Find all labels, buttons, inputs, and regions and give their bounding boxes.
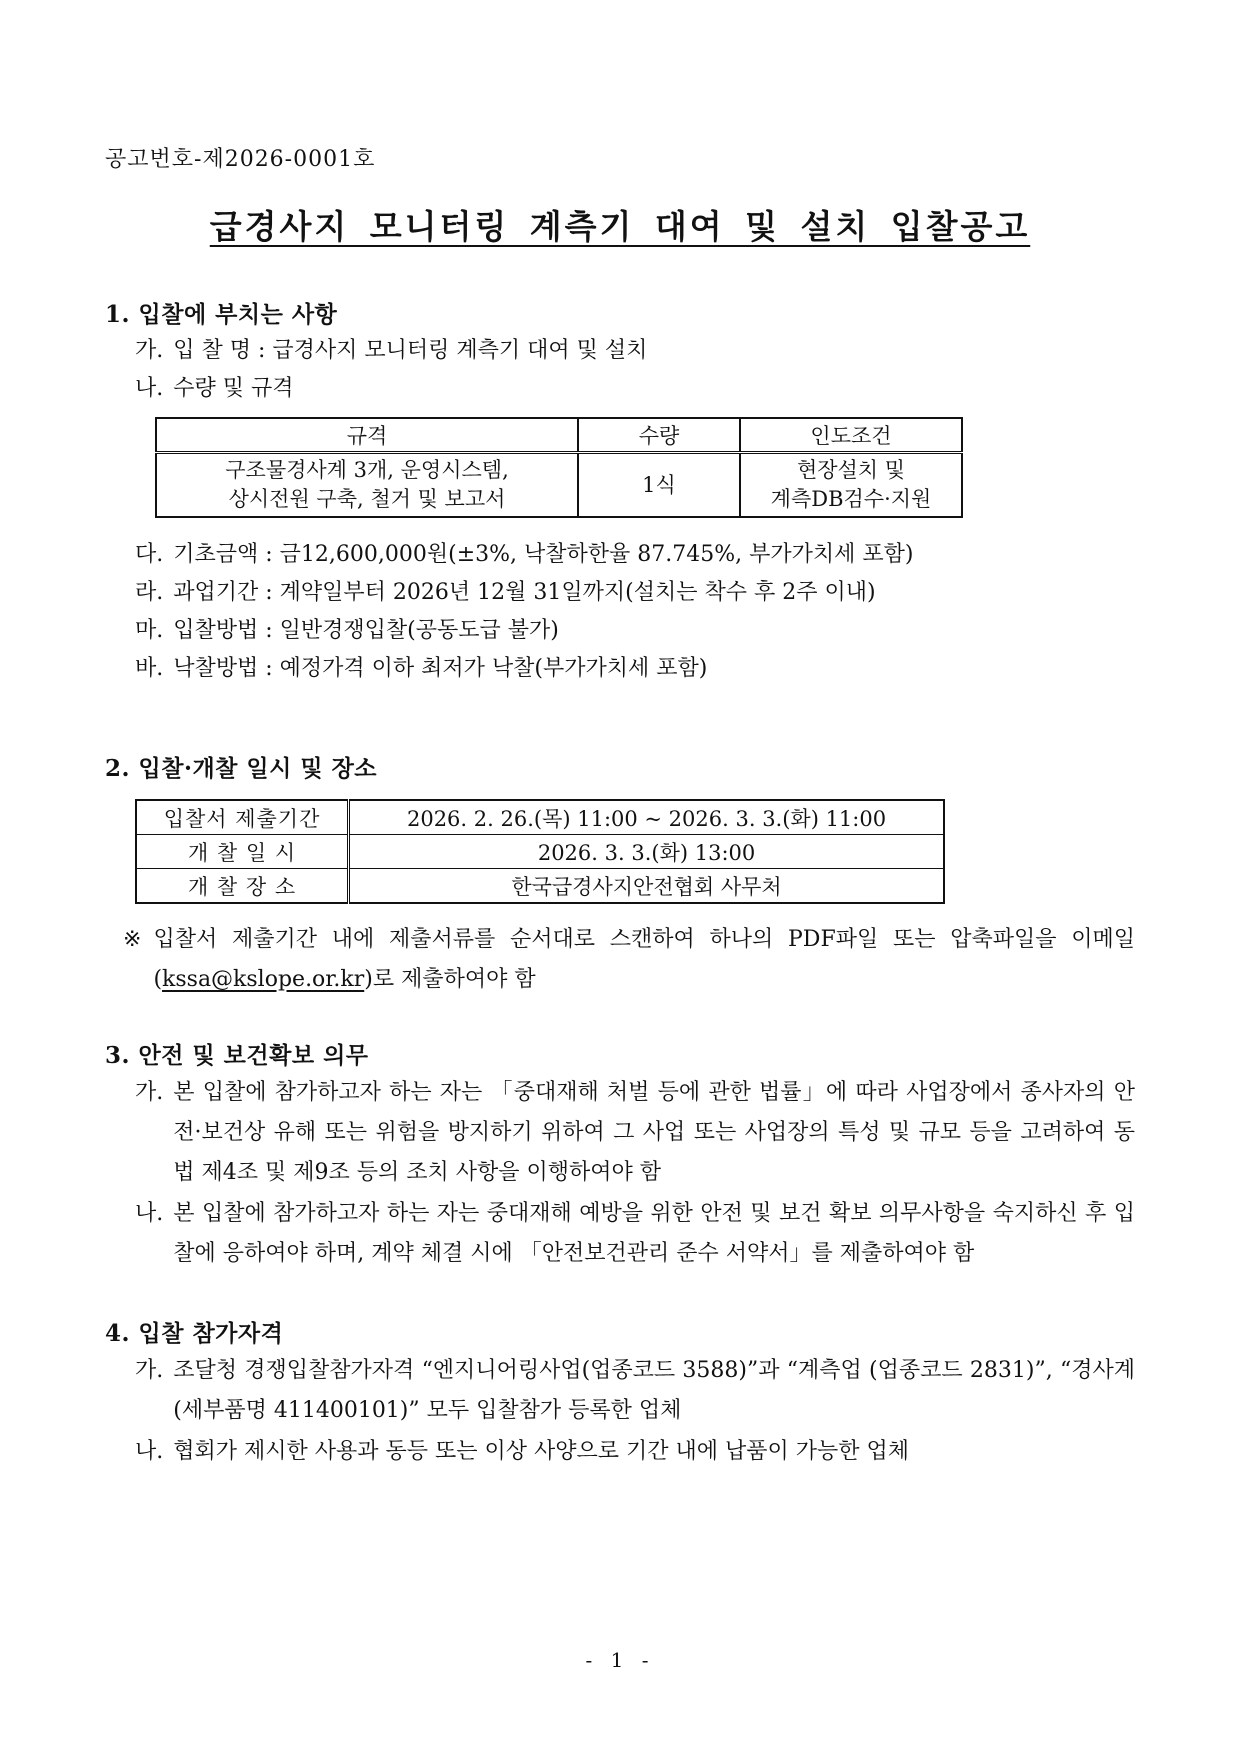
note-marker: ※ (123, 927, 142, 952)
item-text: 과업기간 : 계약일부터 2026년 12월 31일까지(설치는 착수 후 2주 이내) (173, 580, 876, 605)
document-title-text: 급경사지 모니터링 계측기 대여 및 설치 입찰공고 (209, 207, 1031, 246)
section2-heading: 2. 입찰·개찰 일시 및 장소 (105, 755, 378, 782)
document-title (105, 203, 1135, 251)
spec-column-header: 규격 (156, 418, 578, 453)
item-text: 낙찰방법 : 예정가격 이하 최저가 낙찰(부가가치세 포함) (173, 656, 708, 681)
delivery-line2: 계측DB검수·지원 (770, 487, 932, 511)
notice-number: 공고번호-제2026-0001호 (105, 147, 376, 172)
note-text (153, 920, 1135, 1000)
schedule-value: 2026. 3. 3.(화) 13:00 (349, 835, 944, 869)
section3-heading: 3. 안전 및 보건확보 의무 (105, 1042, 369, 1069)
schedule-label: 입찰서 제출기간 (136, 800, 349, 835)
item-text: 입 찰 명 : 급경사지 모니터링 계측기 대여 및 설치 (173, 338, 648, 363)
section1-item-ba (105, 650, 1135, 687)
item-marker: 가. (135, 338, 164, 363)
item-text: 입찰방법 : 일반경쟁입찰(공동도급 불가) (173, 618, 559, 643)
quantity-column-header: 수량 (578, 418, 740, 453)
section4-item-na (105, 1432, 1135, 1472)
item-text: 수량 및 규격 (173, 376, 294, 401)
spec-cell (156, 453, 578, 518)
section1-item-ga (105, 332, 1135, 369)
item-text: 본 입찰에 참가하고자 하는 자는 「중대재해 처벌 등에 관한 법률」에 따라 사업장에서 종사자의 안전·보건상 유해 또는 위험을 방지하기 위하여 그 사업 또는 사업장의 특성 및 규모 등을 고려하여 동법 제4조 및 제9조 등의 조치 사항을 이행하여야 함 (173, 1080, 1135, 1185)
item-marker: 마. (135, 618, 164, 643)
section4-item-ga (105, 1351, 1135, 1431)
item-text: 본 입찰에 참가하고자 하는 자는 중대재해 예방을 위한 안전 및 보건 확보 의무사항을 숙지하신 후 입찰에 응하여야 하며, 계약 체결 시에 「안전보건관리 준수 서약서」를 제출하여야 함 (173, 1201, 1135, 1266)
section1-item-da (105, 536, 1135, 573)
section1-item-ra (105, 574, 1135, 611)
submission-note (105, 920, 1135, 1000)
schedule-row-submission (136, 800, 944, 835)
spec-line1: 구조물경사계 3개, 운영시스템, (225, 458, 509, 482)
quantity-cell: 1식 (578, 453, 740, 518)
schedule-value: 한국급경사지안전협회 사무처 (349, 869, 944, 904)
spec-quantity-table (155, 417, 963, 518)
schedule-label: 개 찰 장 소 (136, 869, 349, 904)
item-marker: 가. (135, 1080, 164, 1105)
section1-item-na (105, 370, 1135, 407)
item-marker: 다. (135, 542, 164, 567)
spec-table-data-row (156, 453, 962, 518)
schedule-table (135, 799, 945, 904)
spec-line2: 상시전원 구축, 철거 및 보고서 (228, 487, 506, 511)
note-text-post: )로 제출하여야 함 (364, 967, 536, 992)
item-marker: 나. (135, 1201, 164, 1226)
schedule-row-opening-time (136, 835, 944, 869)
section3-item-na (105, 1194, 1135, 1274)
item-text: 기초금액 : 금12,600,000원(±3%, 낙찰하한율 87.745%, 부가가치세 포함) (173, 542, 914, 567)
delivery-column-header: 인도조건 (740, 418, 962, 453)
delivery-line1: 현장설치 및 (796, 458, 906, 482)
section1-heading: 1. 입찰에 부치는 사항 (105, 301, 338, 328)
item-text: 조달청 경쟁입찰참가자격 “엔지니어링사업(업종코드 3588)”과 “계측업 (업종코드 2831)”, “경사계(세부품명 411400101)” 모두 입찰참가 등록한 업체 (173, 1358, 1135, 1423)
section1-item-ma (105, 612, 1135, 649)
schedule-value: 2026. 2. 26.(목) 11:00 ~ 2026. 3. 3.(화) 11:00 (349, 800, 944, 835)
item-marker: 나. (135, 1439, 164, 1464)
email-text: kssa@kslope.or.kr (162, 967, 365, 992)
section4-heading: 4. 입찰 참가자격 (105, 1320, 284, 1347)
item-marker: 나. (135, 376, 164, 401)
schedule-row-opening-place (136, 869, 944, 904)
page-number: - 1 - (585, 1648, 655, 1672)
delivery-cell (740, 453, 962, 518)
note-text-pre: 입찰서 제출기간 내에 제출서류를 순서대로 스캔하여 하나의 PDF파일 또는 압축파일을 이메일( (153, 927, 1135, 992)
item-text: 협회가 제시한 사용과 동등 또는 이상 사양으로 기간 내에 납품이 가능한 업체 (173, 1439, 909, 1464)
item-marker: 바. (135, 656, 164, 681)
section3-item-ga (105, 1073, 1135, 1193)
spec-table-header-row (156, 418, 962, 453)
item-marker: 가. (135, 1358, 164, 1383)
schedule-label: 개 찰 일 시 (136, 835, 349, 869)
item-marker: 라. (135, 580, 164, 605)
